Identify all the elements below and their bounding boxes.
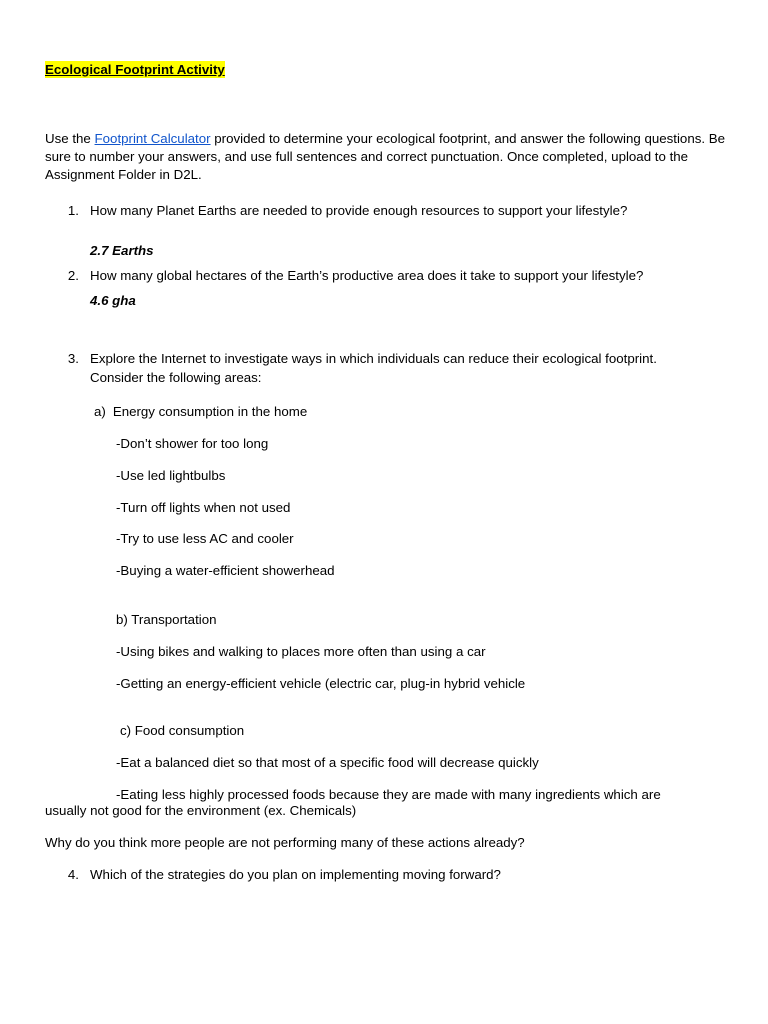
- question-3-text-line2: Consider the following areas:: [90, 370, 262, 385]
- question-3-number: 3.: [67, 351, 79, 366]
- energy-item-2: -Use led lightbulbs: [116, 468, 226, 483]
- intro-paragraph: [45, 130, 735, 184]
- food-item-2-line1: -Eating less highly processed foods because they are made with many ingredients which are: [116, 787, 661, 802]
- question-2-text: How many global hectares of the Earth’s productive area does it take to support your lifestyle?: [90, 268, 644, 283]
- section-a-title: Energy consumption in the home: [112, 404, 308, 419]
- section-a-marker: a): [94, 404, 106, 419]
- energy-item-5: -Buying a water-efficient showerhead: [116, 563, 335, 578]
- transport-item-2: -Getting an energy-efficient vehicle (electric car, plug-in hybrid vehicle: [116, 676, 526, 691]
- section-a-heading: [94, 403, 307, 420]
- intro-text-after: provided to determine your ecological footprint, and answer the following questions. Be sure to number your answers, and use full sentences and correct punctuation. Once completed, upload to the Assignment Folder in D2L.: [45, 131, 726, 182]
- section-c-heading: c) Food consumption: [120, 723, 245, 738]
- question-3-text-line1: Explore the Internet to investigate ways in which individuals can reduce their ecological footprint.: [90, 351, 657, 366]
- answer-1: 2.7 Earths: [90, 243, 154, 258]
- transport-item-1: -Using bikes and walking to places more often than using a car: [116, 644, 486, 659]
- food-item-1: -Eat a balanced diet so that most of a specific food will decrease quickly: [116, 755, 539, 770]
- energy-item-4: -Try to use less AC and cooler: [116, 531, 294, 546]
- energy-item-3: -Turn off lights when not used: [116, 500, 291, 515]
- question-4-number: 4.: [67, 867, 79, 882]
- question-2-number: 2.: [67, 268, 79, 283]
- why-question: Why do you think more people are not performing many of these actions already?: [45, 835, 525, 850]
- document-title: Ecological Footprint Activity: [45, 62, 225, 77]
- section-b-heading: b) Transportation: [116, 612, 217, 627]
- footprint-calculator-link[interactable]: Footprint Calculator: [94, 131, 211, 146]
- question-1-number: 1.: [67, 203, 79, 218]
- question-4-text: Which of the strategies do you plan on implementing moving forward?: [90, 867, 501, 882]
- answer-2: 4.6 gha: [90, 293, 136, 308]
- food-item-2-line2: usually not good for the environment (ex. Chemicals): [45, 803, 357, 818]
- energy-item-1: -Don’t shower for too long: [116, 436, 269, 451]
- intro-text-before: Use the: [45, 131, 95, 146]
- question-1-text: How many Planet Earths are needed to provide enough resources to support your lifestyle?: [90, 203, 628, 218]
